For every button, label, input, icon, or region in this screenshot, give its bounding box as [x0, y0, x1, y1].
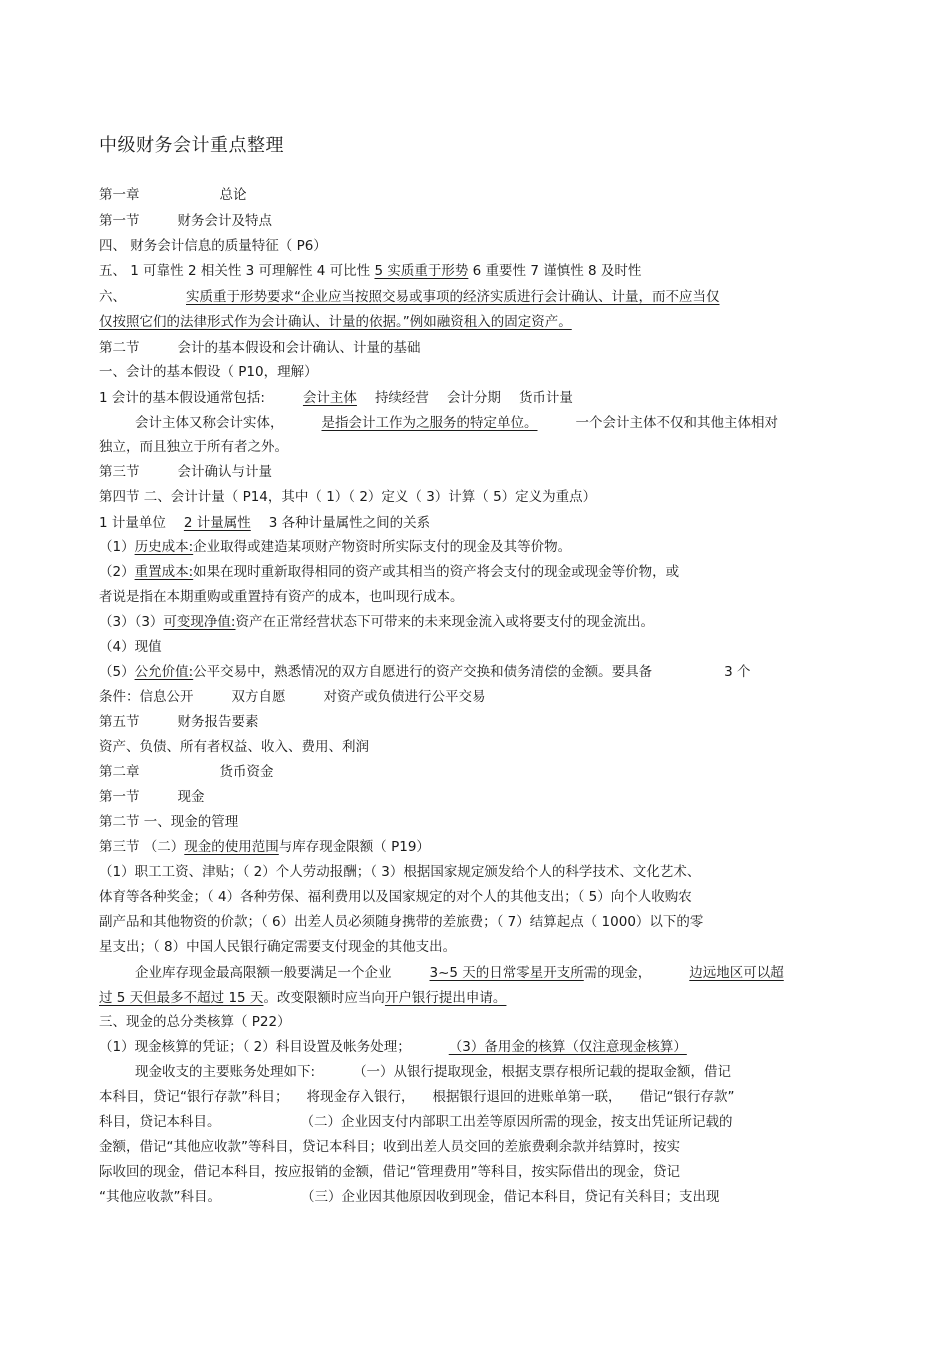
text-line: 三、现金的总分类核算（ P22）	[99, 1014, 291, 1030]
text-line: 条件：信息公开 双方自愿 对资产或负债进行公平交易	[99, 689, 486, 705]
text-line: （2）重置成本:如果在现时重新取得相同的资产或其相当的资产将会支付的现金或现金等价物，或	[99, 564, 680, 580]
text-line: （1）职工工资、津贴；（ 2）个人劳动报酬；（ 3）根据国家规定颁发给个人的科学技术、文化艺术、	[99, 864, 701, 880]
section-heading: 第二节 会计的基本假设和会计确认、计量的基础	[99, 340, 421, 356]
chapter-1-heading: 第一章 总论	[99, 187, 247, 203]
text-line: 金额，借记“其他应收款”等科目，贷记本科目；收到出差人员交回的差旅费剩余款并结算时，按实	[99, 1139, 680, 1155]
text-line: 第四节 二、会计计量（ P14，其中（ 1）（ 2）定义（ 3）计算（ 5）定义为重点）	[99, 489, 597, 505]
text-line: 仅按照它们的法律形式作为会计确认、计量的依据。”例如融资租入的固定资产。	[99, 314, 572, 330]
text-line: （1）现金核算的凭证；（ 2）科目设置及帐务处理； （3）备用金的核算（仅注意现金核算）	[99, 1039, 687, 1055]
text-line: “其他应收款”科目。 （三）企业因其他原因收到现金，借记本科目，贷记有关科目；支出现	[99, 1189, 720, 1205]
text-line: 副产品和其他物资的价款；（ 6）出差人员必须随身携带的差旅费；（ 7）结算起点（ 1000）以下的零	[99, 914, 704, 930]
text-line: 独立，而且独立于所有者之外。	[99, 439, 288, 455]
text-line: 本科目，贷记“银行存款”科目； 将现金存入银行， 根据银行退回的进账单第一联， 借记“银行存款”	[99, 1089, 735, 1105]
section-heading: 第三节 会计确认与计量	[99, 464, 272, 480]
document-title: 中级财务会计重点整理	[99, 135, 284, 156]
text-line: 者说是指在本期重购或重置持有资产的成本，也叫现行成本。	[99, 589, 464, 605]
text-line: 现金收支的主要账务处理如下: （一）从银行提取现金，根据支票存根所记载的提取金额，借记	[135, 1064, 732, 1080]
text-line: 际收回的现金，借记本科目，按应报销的金额，借记“管理费用”等科目，按实际借出的现金，贷记	[99, 1164, 680, 1180]
text-line: 六、 实质重于形势要求“企业应当按照交易或事项的经济实质进行会计确认、计量，而不应当仅	[99, 289, 720, 305]
section-heading: 第一节 现金	[99, 789, 205, 805]
text-line: （4）现值	[99, 639, 162, 655]
text-line: 企业库存现金最高限额一般要满足一个企业 3~5 天的日常零星开支所需的现金， 边远地区可以超	[135, 965, 784, 981]
text-line: （5）公允价值:公平交易中，熟悉情况的双方自愿进行的资产交换和债务清偿的金额。要具备 3 个	[99, 664, 751, 680]
section-heading: 第五节 财务报告要素	[99, 714, 259, 730]
text-line: 过 5 天但最多不超过 15 天。改变限额时应当向开户银行提出申请。	[99, 990, 507, 1006]
text-line: 资产、负债、所有者权益、收入、费用、利润	[99, 739, 369, 755]
section-heading: 第二节 一、现金的管理	[99, 814, 239, 830]
text-line: 会计主体又称会计实体， 是指会计工作为之服务的特定单位。 一个会计主体不仅和其他主体相对	[135, 415, 778, 431]
text-line: （3）（3）可变现净值:资产在正常经营状态下可带来的未来现金流入或将要支付的现金流出。	[99, 614, 654, 630]
text-line: 1 计量单位 2 计量属性 3 各种计量属性之间的关系	[99, 515, 431, 531]
section-heading: 第三节 （二）现金的使用范围与库存现金限额（ P19）	[99, 839, 430, 855]
chapter-2-heading: 第二章 货币资金	[99, 764, 274, 780]
text-line: （1）历史成本:企业取得或建造某项财产物资时所实际支付的现金及其等价物。	[99, 539, 572, 555]
text-line: 四、 财务会计信息的质量特征（ P6）	[99, 238, 327, 254]
text-line: 1 会计的基本假设通常包括: 会计主体 持续经营 会计分期 货币计量	[99, 390, 573, 406]
section-heading: 第一节 财务会计及特点	[99, 213, 272, 229]
text-line: 五、 1 可靠性 2 相关性 3 可理解性 4 可比性 5 实质重于形势 6 重要性 7 谨慎性 8 及时性	[99, 263, 642, 279]
text-line: 科目，贷记本科目。 （二）企业因支付内部职工出差等原因所需的现金，按支出凭证所记载的	[99, 1114, 733, 1130]
text-line: 星支出；（ 8）中国人民银行确定需要支付现金的其他支出。	[99, 939, 457, 955]
text-line: 一、会计的基本假设（ P10，理解）	[99, 364, 318, 380]
text-line: 体育等各种奖金；（ 4）各种劳保、福利费用以及国家规定的对个人的其他支出；（ 5）向个人收购农	[99, 889, 692, 905]
